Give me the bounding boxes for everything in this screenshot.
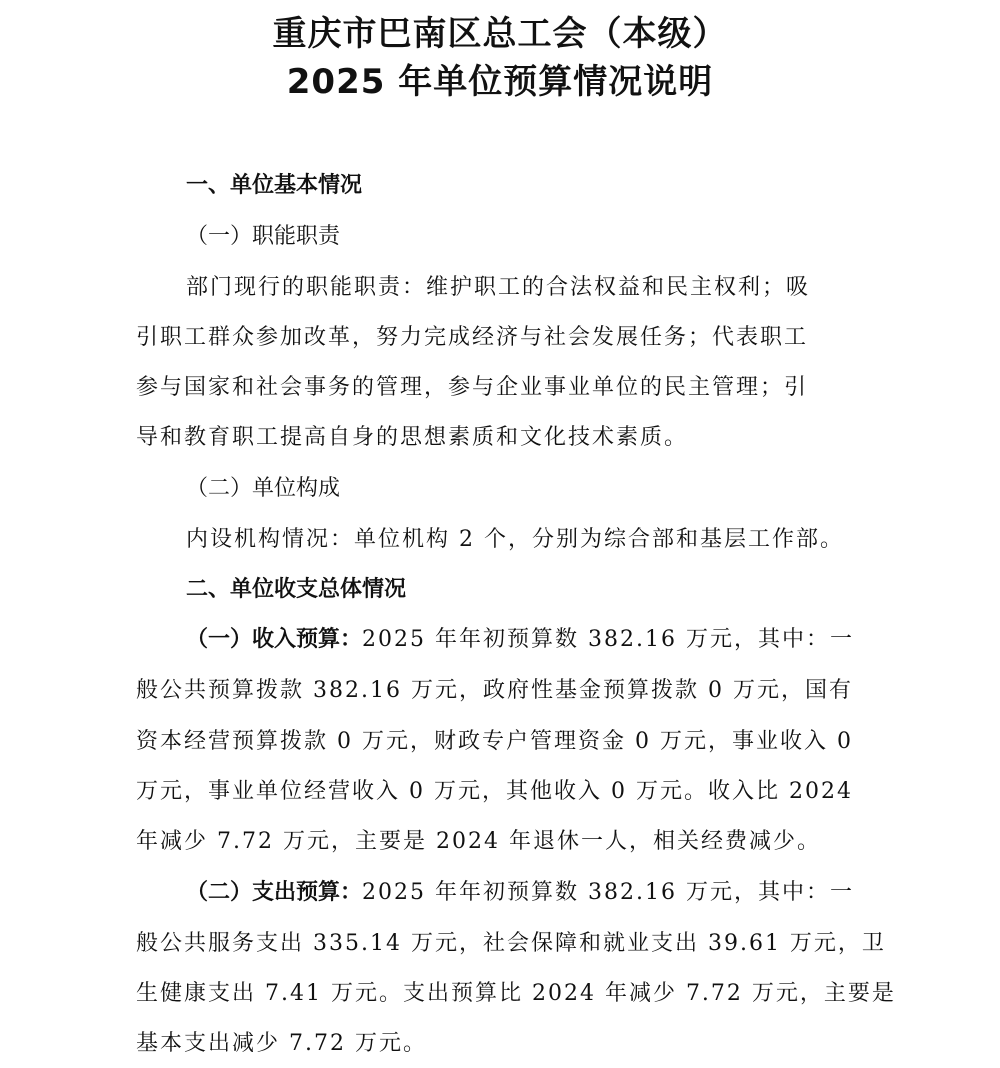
expense-budget-text: 2025 年年初预算数 382.16 万元，其中：一: [362, 880, 854, 905]
paragraph-line: 导和教育职工提高自身的思想素质和文化技术素质。: [136, 425, 689, 450]
paragraph-line: 般公共预算拨款 382.16 万元，政府性基金预算拨款 0 万元，国有: [136, 678, 853, 703]
paragraph-line: 般公共服务支出 335.14 万元，社会保障和就业支出 39.61 万元，卫: [136, 931, 886, 956]
paragraph-line: 参与国家和社会事务的管理，参与企业事业单位的民主管理；引: [136, 375, 809, 400]
subsection-heading-functions: （一）职能职责: [186, 224, 341, 249]
paragraph-line: 年减少 7.72 万元，主要是 2024 年退休一人，相关经费减少。: [136, 829, 821, 854]
paragraph-line: [186, 878, 854, 908]
section-heading-basic-info: 一、单位基本情况: [186, 173, 363, 198]
paragraph-line: 内设机构情况：单位机构 2 个，分别为综合部和基层工作部。: [186, 527, 844, 552]
paragraph-line: 生健康支出 7.41 万元。支出预算比 2024 年减少 7.72 万元，主要是: [136, 981, 896, 1006]
paragraph-line: 万元，事业单位经营收入 0 万元，其他收入 0 万元。收入比 2024: [136, 779, 853, 804]
income-budget-label: （一）收入预算：: [186, 627, 363, 652]
paragraph-line: 资本经营预算拨款 0 万元，财政专户管理资金 0 万元，事业收入 0: [136, 729, 853, 754]
paragraph-line: [186, 625, 854, 655]
document-title-line-2: 2025 年单位预算情况说明: [286, 62, 714, 102]
document-title-line-1: 重庆市巴南区总工会（本级）: [272, 14, 728, 54]
paragraph-line: 部门现行的职能职责：维护职工的合法权益和民主权利；吸: [186, 275, 811, 300]
paragraph-line: 基本支出减少 7.72 万元。: [136, 1031, 427, 1056]
paragraph-line: 引职工群众参加改革，努力完成经济与社会发展任务；代表职工: [136, 325, 809, 350]
expense-budget-label: （二）支出预算：: [186, 880, 363, 905]
subsection-heading-structure: （二）单位构成: [186, 476, 341, 501]
income-budget-text: 2025 年年初预算数 382.16 万元，其中：一: [362, 627, 854, 652]
section-heading-budget-overview: 二、单位收支总体情况: [186, 577, 407, 602]
